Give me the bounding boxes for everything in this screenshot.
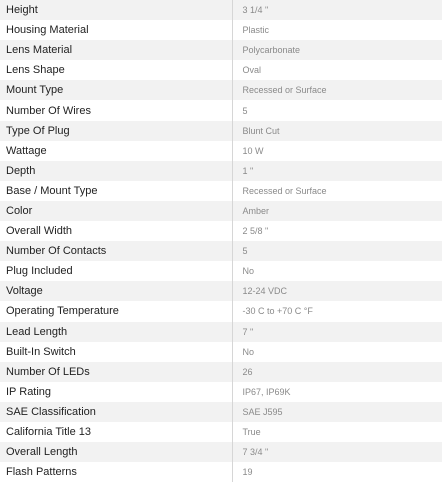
spec-label: Number Of Contacts xyxy=(0,241,232,261)
spec-value: 5 xyxy=(242,246,248,257)
spec-row-number-of-wires xyxy=(0,100,442,120)
spec-row-depth xyxy=(0,161,442,181)
spec-label: Voltage xyxy=(0,281,232,301)
spec-row-voltage xyxy=(0,281,442,301)
spec-row-base-mount-type xyxy=(0,181,442,201)
spec-value: No xyxy=(242,266,255,277)
spec-label: Built-In Switch xyxy=(0,342,232,362)
spec-label: Depth xyxy=(0,161,232,181)
spec-row-plug-included xyxy=(0,261,442,281)
spec-value: Amber xyxy=(242,205,270,216)
spec-label: Mount Type xyxy=(0,80,232,100)
spec-value: Blunt Cut xyxy=(242,125,280,136)
spec-row-lens-material xyxy=(0,40,442,60)
spec-row-overall-width xyxy=(0,221,442,241)
spec-value: 10 W xyxy=(242,145,264,156)
spec-label: Lead Length xyxy=(0,322,232,342)
spec-row-overall-length xyxy=(0,442,442,462)
spec-label: Color xyxy=(0,201,232,221)
spec-row-height xyxy=(0,0,442,20)
spec-label: Plug Included xyxy=(0,261,232,281)
spec-value: 3 1/4 " xyxy=(242,5,269,16)
spec-row-ip-rating xyxy=(0,382,442,402)
spec-value: No xyxy=(242,346,255,357)
spec-label: Number Of Wires xyxy=(0,100,232,120)
spec-row-operating-temperature xyxy=(0,301,442,321)
spec-value: Polycarbonate xyxy=(242,45,301,56)
spec-label: California Title 13 xyxy=(0,422,232,442)
spec-value: 19 xyxy=(242,467,253,478)
spec-label: SAE Classification xyxy=(0,402,232,422)
spec-value: 1 " xyxy=(242,165,254,176)
spec-row-wattage xyxy=(0,141,442,161)
spec-row-color xyxy=(0,201,442,221)
spec-value: 12-24 VDC xyxy=(242,286,288,297)
spec-row-number-of-leds xyxy=(0,362,442,382)
spec-value: SAE J595 xyxy=(242,406,283,417)
spec-label: Type Of Plug xyxy=(0,121,232,141)
spec-value: Recessed or Surface xyxy=(242,185,327,196)
spec-row-number-of-contacts xyxy=(0,241,442,261)
spec-row-built-in-switch xyxy=(0,342,442,362)
spec-value: True xyxy=(242,427,261,438)
spec-label: IP Rating xyxy=(0,382,232,402)
spec-row-housing-material xyxy=(0,20,442,40)
spec-label: Number Of LEDs xyxy=(0,362,232,382)
spec-label: Housing Material xyxy=(0,20,232,40)
spec-row-flash-patterns xyxy=(0,462,442,482)
spec-value: 2 5/8 " xyxy=(242,226,269,237)
spec-value: 7 3/4 " xyxy=(242,447,269,458)
spec-label: Overall Length xyxy=(0,442,232,462)
spec-value: 26 xyxy=(242,366,253,377)
spec-label: Operating Temperature xyxy=(0,301,232,321)
spec-value: 5 xyxy=(242,105,248,116)
spec-value: Plastic xyxy=(242,25,270,36)
spec-row-mount-type xyxy=(0,80,442,100)
spec-label: Wattage xyxy=(0,141,232,161)
spec-row-lead-length xyxy=(0,322,442,342)
spec-row-sae-classification xyxy=(0,402,442,422)
spec-label: Height xyxy=(0,0,232,20)
spec-label: Overall Width xyxy=(0,221,232,241)
spec-label: Lens Material xyxy=(0,40,232,60)
spec-value: IP67, IP69K xyxy=(242,386,291,397)
spec-row-california-title-13 xyxy=(0,422,442,442)
spec-value: -30 C to +70 C °F xyxy=(242,306,313,317)
spec-row-type-of-plug xyxy=(0,121,442,141)
spec-value: Recessed or Surface xyxy=(242,85,327,96)
spec-label: Lens Shape xyxy=(0,60,232,80)
spec-row-lens-shape xyxy=(0,60,442,80)
spec-value: 7 " xyxy=(242,326,254,337)
spec-label: Flash Patterns xyxy=(0,462,232,482)
spec-value: Oval xyxy=(242,65,262,76)
spec-label: Base / Mount Type xyxy=(0,181,232,201)
